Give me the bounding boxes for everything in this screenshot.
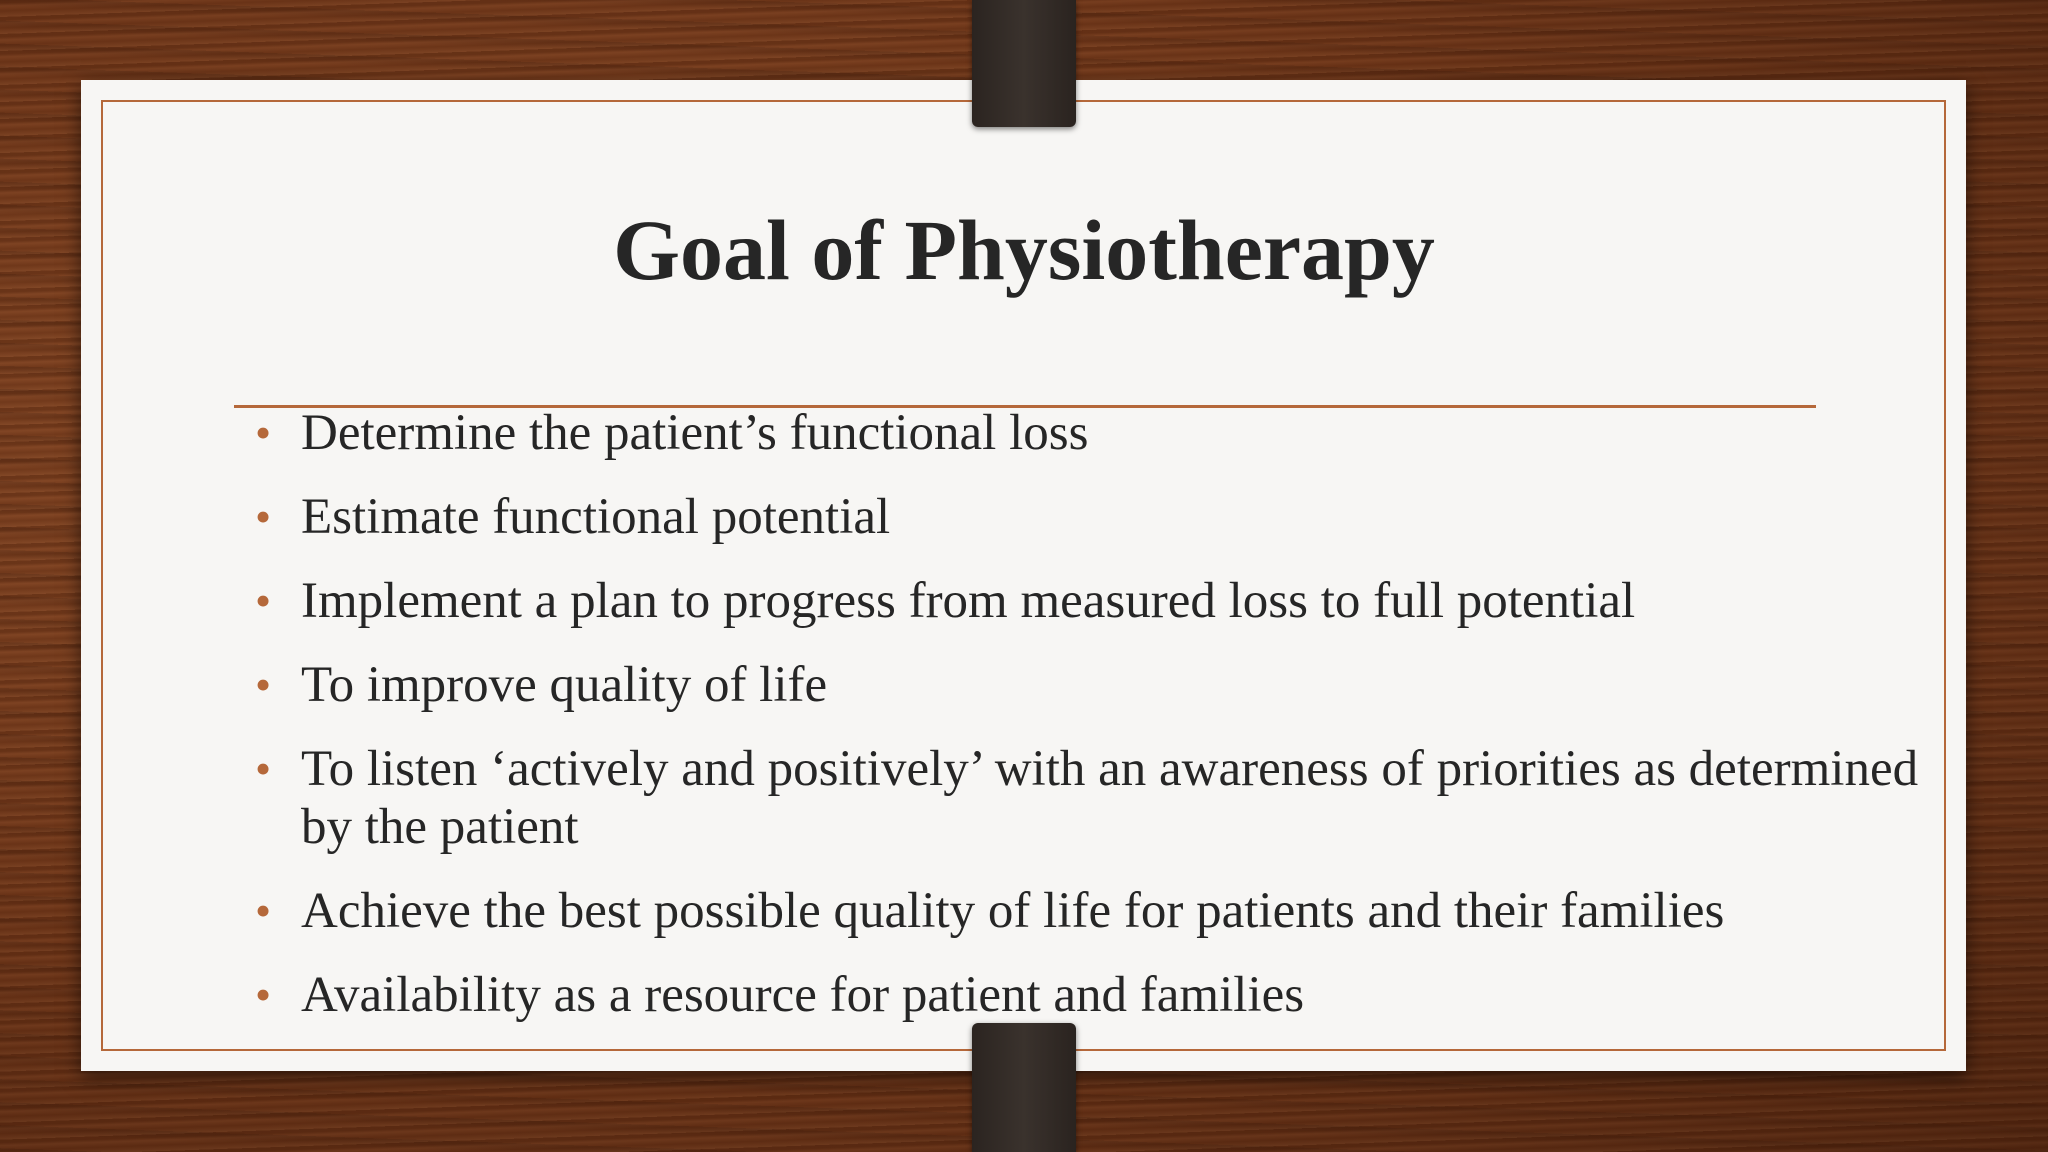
bullet-dot-icon: • xyxy=(255,969,272,1020)
bullet-item xyxy=(250,882,1930,940)
bullet-dot-icon: • xyxy=(255,743,272,794)
bullet-text: Achieve the best possible quality of life for patients and their families xyxy=(301,883,1725,939)
bullet-text: Implement a plan to progress from measured loss to full potential xyxy=(301,573,1636,629)
bullet-dot-icon: • xyxy=(255,407,272,458)
bullet-text: To listen ‘actively and positively’ with an awareness of priorities as determined by the patient xyxy=(301,741,1919,855)
bullet-list xyxy=(250,404,1930,1050)
bullet-text: Availability as a resource for patient and families xyxy=(301,967,1305,1023)
bullet-item xyxy=(250,572,1930,630)
bullet-text: To improve quality of life xyxy=(301,657,828,713)
bullet-item xyxy=(250,966,1930,1024)
bottom-strap xyxy=(972,1023,1076,1152)
bullet-text: Estimate functional potential xyxy=(301,489,891,545)
bullet-item xyxy=(250,488,1930,546)
bullet-text: Determine the patient’s functional loss xyxy=(301,405,1089,461)
top-strap xyxy=(972,0,1076,127)
bullet-dot-icon: • xyxy=(255,491,272,542)
bullet-item xyxy=(250,740,1930,856)
bullet-item xyxy=(250,404,1930,462)
bullet-item xyxy=(250,656,1930,714)
slide-title: Goal of Physiotherapy xyxy=(613,202,1435,298)
bullet-dot-icon: • xyxy=(255,885,272,936)
bullet-dot-icon: • xyxy=(255,575,272,626)
bullet-dot-icon: • xyxy=(255,659,272,710)
